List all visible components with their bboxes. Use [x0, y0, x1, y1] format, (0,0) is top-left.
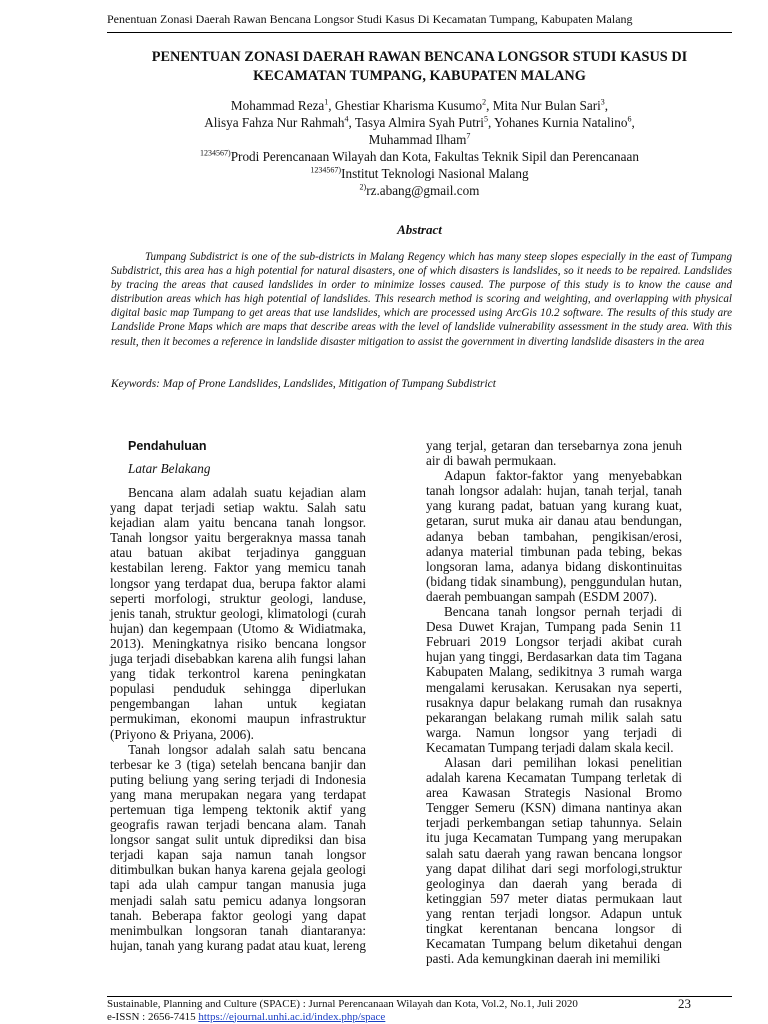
author-separator: , — [328, 98, 335, 113]
footer — [107, 998, 732, 1023]
affiliation-text: Institut Teknologi Nasional Malang — [341, 166, 529, 181]
affiliation-line — [107, 148, 732, 165]
title-line-2: KECAMATAN TUMPANG, KABUPATEN MALANG — [253, 68, 586, 84]
author-name: Ghestiar Kharisma Kusumo — [334, 98, 483, 113]
body-paragraph: Alasan dari pemilihan lokasi penelitian adalah karena Kecamatan Tumpang terletak di area Kawasan Strategis Nasional Bromo Tengger Semeru (KSN) dimana nantinya akan terjadi perkembangan setiap tahunnya. Selain itu juga Kecamatan Tumpang yang merupakan salah satu daerah yang rawan bencana longsor yang dapat dilihat dari segi morfologi,struktur geologinya dan daerah yang berada di ketinggian 597 meter diatas permukaan laut yang rentan terjadi longsor. Adapun untuk tingkat kerentanan bencana longsor di Kecamatan Tumpang belum diketahui dengan pasti. Ada kemungkinan daerah ini memiliki — [426, 754, 682, 967]
footer-issn: e-ISSN : 2656-7415 — [107, 1010, 196, 1023]
keywords: Keywords: Map of Prone Landslides, Landslides, Mitigation of Tumpang Subdistrict — [111, 378, 496, 390]
author-separator: , — [486, 98, 493, 113]
author-name: Alisya Fahza Nur Rahmah — [204, 115, 345, 130]
body-paragraph: Bencana tanah longsor pernah terjadi di Desa Duwet Krajan, Tumpang pada Senin 11 Februari 2019 Longsor terjadi akibat curah hujan yang tinggi, Berdasarkan data tim Tagana Kabupaten Malang, sedikitnya 3 rumah warga mengalami kerusakan. Kerusakan nya seperti, rusaknya dapur belakang rumah dan rusaknya pekarangan belakang rumah milik salah satu warga. Namun longsor yang terjadi di Kecamatan Tumpang terjadi dalam skala kecil. — [426, 604, 682, 755]
running-head: Penentuan Zonasi Daerah Rawan Bencana Longsor Studi Kasus Di Kecamatan Tumpang, Kabupaten Malang — [107, 12, 633, 26]
author-sup: 5 — [483, 114, 488, 124]
author-separator: , — [631, 115, 635, 130]
affiliation-sup: 1234567) — [200, 148, 231, 158]
author-line-1 — [107, 97, 732, 114]
author-sup: 2 — [482, 97, 487, 107]
author-sup: 6 — [627, 114, 632, 124]
email-sup: 2) — [359, 182, 367, 192]
author-line-3 — [107, 131, 732, 148]
abstract-heading: Abstract — [397, 222, 442, 237]
journal-link[interactable]: https://ejournal.unhi.ac.id/index.php/space — [198, 1010, 386, 1023]
author-sup: 3 — [600, 97, 605, 107]
page-number: 23 — [678, 996, 691, 1011]
title-line-1: PENENTUAN ZONASI DAERAH RAWAN BENCANA LONGSOR STUDI KASUS DI — [151, 49, 688, 65]
author-name: Mohammad Reza — [230, 98, 325, 113]
author-sup: 1 — [324, 97, 329, 107]
author-name: Muhammad Ilham — [368, 132, 467, 147]
body-column-right — [426, 438, 682, 966]
author-name: Mita Nur Bulan Sari — [492, 98, 601, 113]
body-paragraph: Bencana alam adalah suatu kejadian alam yang dapat terjadi setiap waktu. Salah satu kejadian alam yaitu bencana tanah longsor. Tanah longsor yaitu bergeraknya massa tanah atau batuan akibat terjadinya gangguan kestabilan lereng. Faktor yang memicu tanah longsor yang terdapat dua, berupa faktor alami seperti morfologi, struktur geologi, landuse, jenis tanah, struktur geologi, klimatologi (curah hujan) dan kegempaan (Utomo & Widiatmaka, 2013). Meningkatnya risiko bencana longsor juga terjadi disebabkan karena alih fungsi lahan yang tidak terkontrol karena peningkatan populasi penduduk sehingga diperlukan pengembangan lahan untuk kegiatan permukiman, ekonomi maupun infrastruktur (Priyono & Priyana, 2006). — [110, 485, 366, 742]
abstract-text: Tumpang Subdistrict is one of the sub-districts in Malang Regency which has many steep slopes especially in the east of Tumpang Subdistrict, this area has a high potential for natural disasters, one of which disasters is landslides, so it needs to be repaired. Landslides by tracing the areas that caused landslides in order to minimize losses caused. The purpose of this study is to know the cause and distribution areas which has high potential of landslides. This research method is scoring and weighting, and overlapping with physical digital basic map Tumpang to get areas that use landslides, which are processed using ArcGis 10.2 software. The results of this study are Landslide Prone Maps which are maps that describe areas with the level of landslide vulnerability assessment in the study area. With this result, then it becomes a reference in landslide disaster mitigation to assist the government in diverting landslide disasters in the area — [111, 251, 732, 348]
author-name: Tasya Almira Syah Putri — [354, 115, 484, 130]
author-name: Yohanes Kurnia Natalino — [494, 115, 628, 130]
author-sup: 4 — [344, 114, 349, 124]
footer-issn-line — [107, 1011, 732, 1024]
footer-journal: Sustainable, Planning and Culture (SPACE) : Jurnal Perencanaan Wilayah dan Kota, Vol.2, No.1, Juli 2020 — [107, 998, 578, 1010]
affiliation-sup: 1234567) — [310, 165, 342, 175]
body-paragraph: Adapun faktor-faktor yang menyebabkan tanah longsor adalah: hujan, tanah terjal, tanah yang kurang padat, batuan yang kurang kuat, getaran, surut muka air danau atau bendungan, adanya beban tambahan, pengikisan/erosi, adanya material timbunan pada tebing, bekas longsoran lama, adanya bidang diskontinuitas (bidang tidak sinambung), penggundulan hutan, daerah pembuangan sampah (ESDM 2007). — [426, 468, 682, 604]
author-line-2 — [107, 114, 732, 131]
author-separator: , — [604, 98, 609, 113]
footer-divider — [107, 996, 732, 997]
affiliation-line — [107, 165, 732, 182]
author-separator: , — [348, 115, 355, 130]
subsection-title: Latar Belakang — [128, 461, 211, 476]
body-column-left — [110, 438, 366, 953]
paper-title — [107, 48, 732, 86]
header-divider — [107, 32, 732, 33]
email-text: rz.abang@gmail.com — [366, 183, 480, 198]
author-separator: , — [487, 115, 495, 130]
affiliation-text: Prodi Perencanaan Wilayah dan Kota, Fakultas Teknik Sipil dan Perencanaan — [230, 149, 639, 164]
section-title: Pendahuluan — [128, 439, 207, 453]
author-block — [107, 97, 732, 199]
body-paragraph: yang terjal, getaran dan tersebarnya zona jenuh air di bawah permukaan. — [426, 438, 682, 469]
body-paragraph: Tanah longsor adalah salah satu bencana terbesar ke 3 (tiga) setelah bencana banjir dan puting beliung yang sering terjadi di Indonesia yang mana merupakan negara yang terdapat pertemuan tiga lempeng tektonik aktif yang geografis rawan terjadi bencana alam. Tanah longsor sangat sulit untuk diprediksi dan bisa terjadi kapan saja namun tanah longsor ditimbulkan bukan hanya karena gejala geologi tapi ada ulah campur tangan manusia juga menjadi salah satu pemicu adanya longsoran tanah. Beberapa faktor geologi yang dapat menimbulkan longsoran tanah diantaranya: hujan, tanah yang kurang padat atau kuat, lereng — [110, 741, 366, 953]
author-sup: 7 — [466, 131, 471, 141]
email-line — [107, 182, 732, 199]
